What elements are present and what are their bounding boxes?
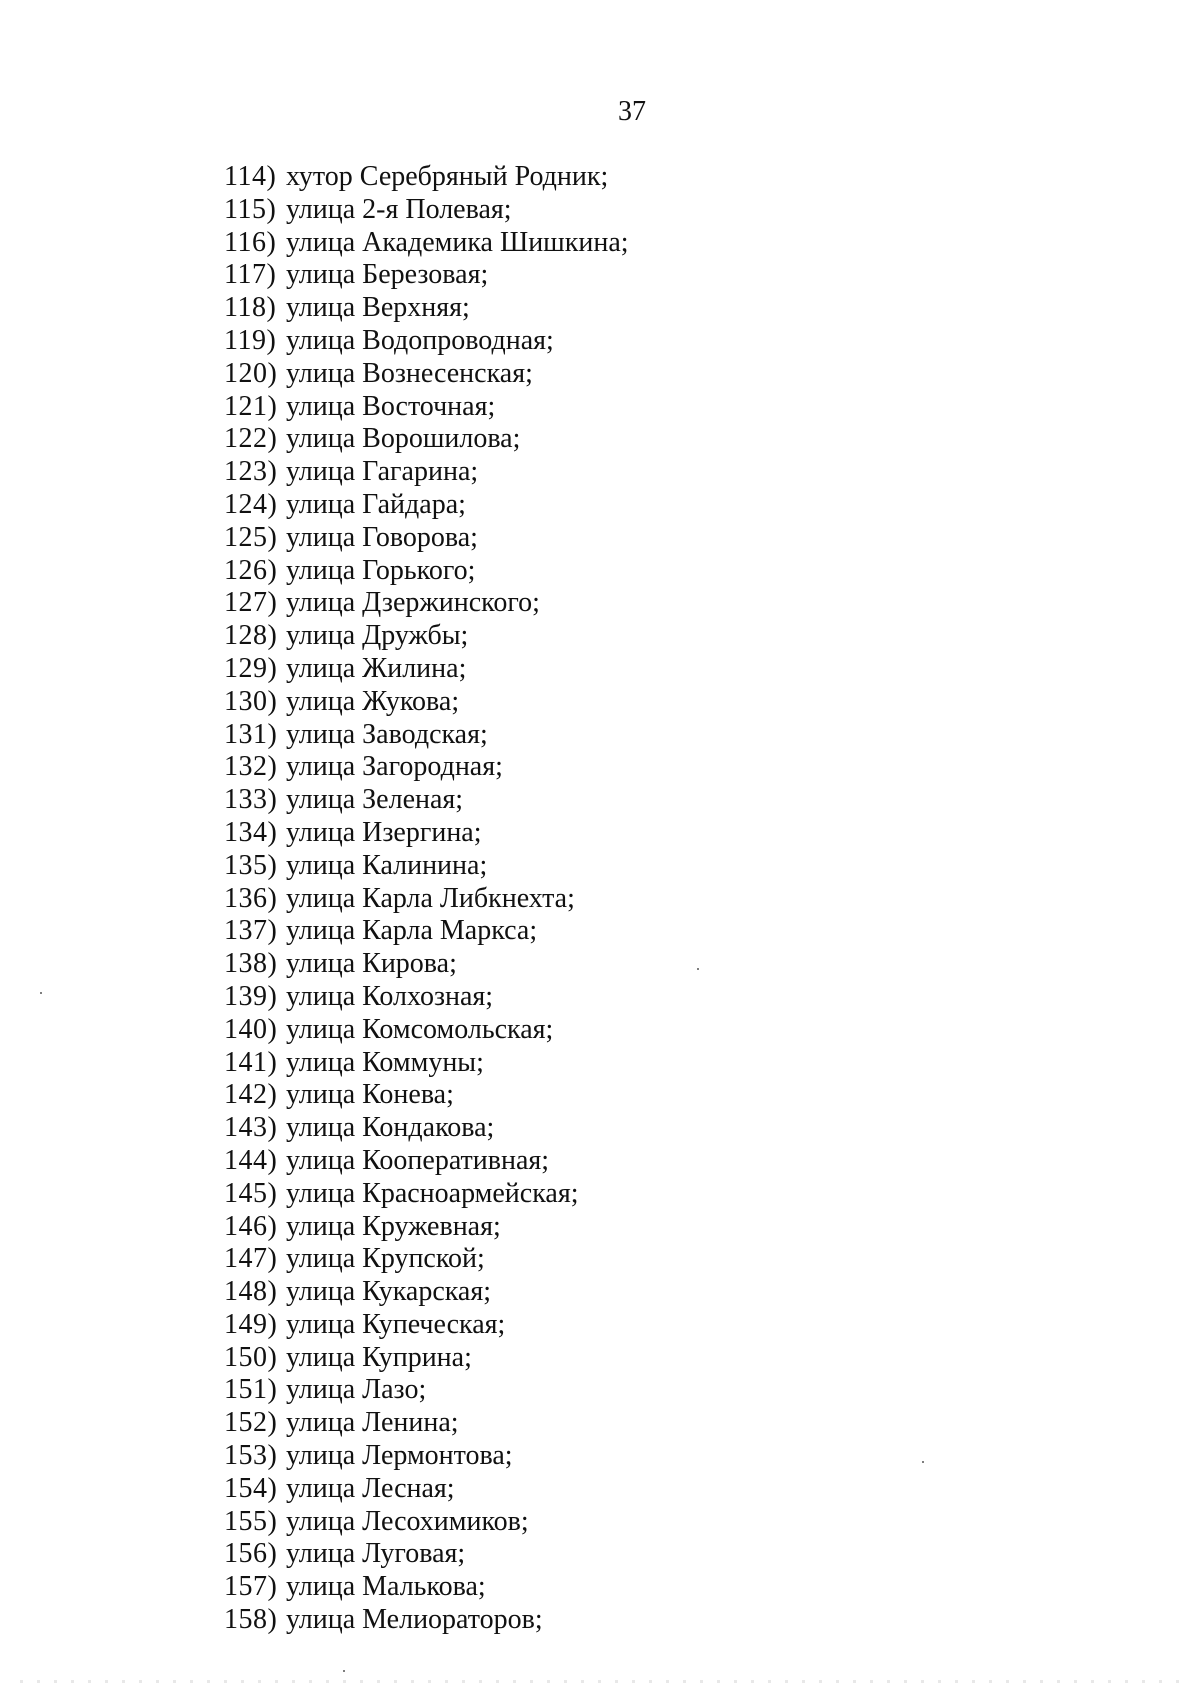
list-item-text: улица Загородная; xyxy=(286,751,503,783)
list-item-text: улица Луговая; xyxy=(286,1538,466,1570)
list-item-text: улица Ворошилова; xyxy=(286,423,521,455)
list-item-text: улица Конева; xyxy=(286,1079,454,1111)
list-item-text: улица Мелиораторов; xyxy=(286,1604,543,1636)
list-item-number: 122) xyxy=(224,423,278,455)
list-item xyxy=(224,1440,629,1473)
list-item-number: 150) xyxy=(224,1341,278,1373)
list-item-text: улица Дзержинского; xyxy=(286,587,540,619)
list-item-number: 158) xyxy=(224,1604,278,1636)
list-item-text: улица Карла Маркса; xyxy=(286,915,538,947)
list-item-number: 119) xyxy=(224,324,277,356)
list-item xyxy=(224,1047,629,1080)
list-item xyxy=(224,194,629,227)
list-item-number: 154) xyxy=(224,1472,278,1504)
list-item xyxy=(224,1079,629,1112)
list-item xyxy=(224,1309,629,1342)
list-item-text: улица Ленина; xyxy=(286,1407,459,1439)
list-item-text: улица Малькова; xyxy=(286,1571,486,1603)
list-item xyxy=(224,1276,629,1309)
list-item-number: 152) xyxy=(224,1407,278,1439)
list-item-text: улица Лесная; xyxy=(286,1472,455,1504)
list-item xyxy=(224,161,629,194)
list-item xyxy=(224,325,629,358)
list-item-text: улица Горького; xyxy=(286,554,476,586)
list-item-number: 114) xyxy=(224,161,277,192)
list-item-number: 133) xyxy=(224,784,278,816)
list-item xyxy=(224,1506,629,1539)
list-item xyxy=(224,1571,629,1604)
list-item xyxy=(224,1342,629,1375)
list-item xyxy=(224,1473,629,1506)
list-item-text: улица Заводская; xyxy=(286,718,488,750)
list-item xyxy=(224,883,629,916)
list-item-text: улица Крупской; xyxy=(286,1243,485,1275)
list-item xyxy=(224,391,629,424)
list-item-number: 135) xyxy=(224,849,278,881)
list-item xyxy=(224,1604,629,1637)
list-item-text: улица Дружбы; xyxy=(286,620,469,652)
list-item-number: 126) xyxy=(224,554,278,586)
list-item xyxy=(224,817,629,850)
list-item xyxy=(224,358,629,391)
list-item-number: 116) xyxy=(224,226,277,258)
scan-noise xyxy=(20,1680,1180,1683)
street-list xyxy=(224,161,629,1637)
list-item xyxy=(224,1178,629,1211)
list-item xyxy=(224,1014,629,1047)
list-item-number: 149) xyxy=(224,1308,278,1340)
list-item xyxy=(224,981,629,1014)
list-item xyxy=(224,719,629,752)
list-item-text: улица Кружевная; xyxy=(286,1210,501,1242)
list-item-text: улица Гайдара; xyxy=(286,488,466,520)
list-item-number: 139) xyxy=(224,980,278,1012)
list-item xyxy=(224,489,629,522)
list-item xyxy=(224,1112,629,1145)
list-item xyxy=(224,555,629,588)
list-item-text: улица Куприна; xyxy=(286,1341,472,1373)
page-number: 37 xyxy=(618,96,646,127)
list-item-text: улица Верхняя; xyxy=(286,292,470,324)
list-item xyxy=(224,423,629,456)
list-item-number: 123) xyxy=(224,456,278,488)
list-item-text: улица Академика Шишкина; xyxy=(286,226,629,258)
list-item xyxy=(224,1243,629,1276)
list-item xyxy=(224,587,629,620)
list-item-number: 118) xyxy=(224,292,277,324)
list-item-number: 153) xyxy=(224,1440,278,1472)
list-item-text: улица Красноармейская; xyxy=(286,1177,579,1209)
list-item xyxy=(224,1145,629,1178)
list-item xyxy=(224,1374,629,1407)
scan-speck xyxy=(343,1670,345,1672)
list-item-number: 127) xyxy=(224,587,278,619)
list-item-number: 121) xyxy=(224,390,278,422)
list-item-number: 132) xyxy=(224,751,278,783)
list-item-text: улица Колхозная; xyxy=(286,980,494,1012)
list-item-number: 117) xyxy=(224,259,277,291)
list-item-text: улица Лазо; xyxy=(286,1374,427,1406)
scan-speck xyxy=(40,992,42,994)
list-item-number: 156) xyxy=(224,1538,278,1570)
list-item xyxy=(224,653,629,686)
list-item xyxy=(224,948,629,981)
list-item-text: улица Водопроводная; xyxy=(286,324,554,356)
list-item-text: улица Лесохимиков; xyxy=(286,1505,529,1537)
list-item xyxy=(224,1407,629,1440)
list-item-number: 145) xyxy=(224,1177,278,1209)
list-item xyxy=(224,686,629,719)
list-item-text: улица Коммуны; xyxy=(286,1046,484,1078)
list-item-text: улица Вознесенская; xyxy=(286,357,533,389)
list-item-number: 141) xyxy=(224,1046,278,1078)
list-item xyxy=(224,915,629,948)
list-item-text: улица Гагарина; xyxy=(286,456,479,488)
list-item-text: улица Восточная; xyxy=(286,390,496,422)
list-item-number: 144) xyxy=(224,1144,278,1176)
list-item-text: улица Комсомольская; xyxy=(286,1013,554,1045)
scan-speck xyxy=(922,1461,924,1463)
list-item-number: 125) xyxy=(224,521,278,553)
list-item-number: 137) xyxy=(224,915,278,947)
list-item-text: улица 2-я Полевая; xyxy=(286,193,512,225)
list-item-text: улица Зеленая; xyxy=(286,784,464,816)
list-item-number: 146) xyxy=(224,1210,278,1242)
list-item-text: улица Березовая; xyxy=(286,259,489,291)
list-item-text: улица Карла Либкнехта; xyxy=(286,882,575,914)
list-item-text: хутор Серебряный Родник; xyxy=(286,161,609,192)
list-item-text: улица Кондакова; xyxy=(286,1112,495,1144)
scan-speck xyxy=(697,968,699,970)
list-item xyxy=(224,1211,629,1244)
list-item-number: 147) xyxy=(224,1243,278,1275)
list-item-number: 140) xyxy=(224,1013,278,1045)
list-item-text: улица Купеческая; xyxy=(286,1308,506,1340)
list-item-number: 143) xyxy=(224,1112,278,1144)
list-item xyxy=(224,620,629,653)
list-item-text: улица Изергина; xyxy=(286,816,482,848)
list-item-number: 136) xyxy=(224,882,278,914)
list-item-number: 130) xyxy=(224,685,278,717)
list-item-text: улица Говорова; xyxy=(286,521,478,553)
list-item-number: 148) xyxy=(224,1276,278,1308)
list-item xyxy=(224,292,629,325)
list-item-text: улица Жилина; xyxy=(286,652,467,684)
list-item xyxy=(224,1538,629,1571)
list-item-text: улица Жукова; xyxy=(286,685,460,717)
list-item xyxy=(224,850,629,883)
list-item-number: 157) xyxy=(224,1571,278,1603)
list-item-text: улица Кукарская; xyxy=(286,1276,492,1308)
list-item-number: 142) xyxy=(224,1079,278,1111)
list-item xyxy=(224,784,629,817)
list-item-number: 155) xyxy=(224,1505,278,1537)
list-item-number: 120) xyxy=(224,357,278,389)
list-item-text: улица Кооперативная; xyxy=(286,1144,550,1176)
list-item-number: 129) xyxy=(224,652,278,684)
list-item xyxy=(224,522,629,555)
list-item xyxy=(224,259,629,292)
list-item-number: 128) xyxy=(224,620,278,652)
list-item-number: 151) xyxy=(224,1374,278,1406)
list-item-number: 134) xyxy=(224,816,278,848)
list-item-text: улица Калинина; xyxy=(286,849,488,881)
list-item xyxy=(224,751,629,784)
list-item-text: улица Кирова; xyxy=(286,948,457,980)
list-item xyxy=(224,227,629,260)
list-item xyxy=(224,456,629,489)
list-item-number: 124) xyxy=(224,488,278,520)
list-item-number: 131) xyxy=(224,718,278,750)
list-item-number: 115) xyxy=(224,193,277,225)
list-item-number: 138) xyxy=(224,948,278,980)
list-item-text: улица Лермонтова; xyxy=(286,1440,513,1472)
